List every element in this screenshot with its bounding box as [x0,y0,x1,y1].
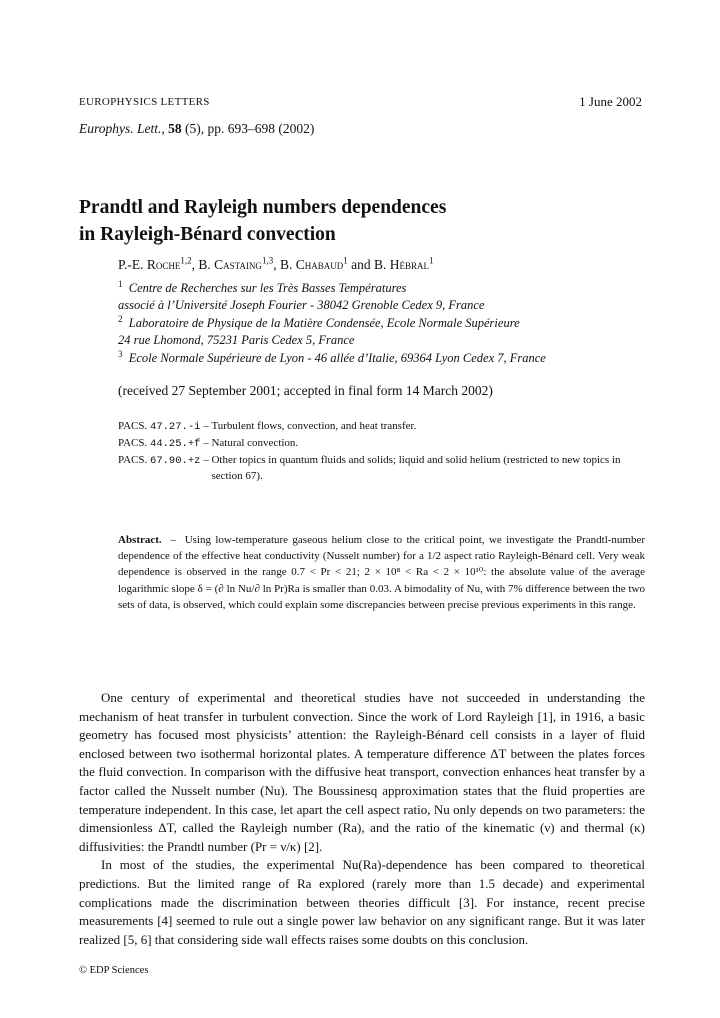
affiliation-number: 2 [118,313,123,324]
paragraph-2: In most of the studies, the experimental Nu(Ra)-dependence has been compared to theoretical predictions. But the limited range of Ra explored (rarely more than 1.5 decade) and experimental complications made the discrimination between theories difficult [3]. For instance, recent precise measurements [4] seemed to rule out a single power law behavior on any significant range. But it was later realized [5, 6] that considering side wall effects raises some doubts on this conclusion. [79,857,645,947]
paragraph-1: One century of experimental and theoretical studies have not succeeded in understanding the mechanism of heat transfer in turbulent convection. Since the work of Lord Rayleigh [1], in 1916, a basic geometry has focused most physicists’ attention: the Rayleigh-Bénard cell consists in a layer of fluid enclosed between two isothermal horizontal plates. A temperature difference ΔT between the plates forces the fluid convection. In comparison with the diffusive heat transport, convection enhances heat transfer by a factor called the Nusselt number (Nu). The Boussinesq approximation states that the fluid properties are temperature independent. In this case, let apart the cell aspect ratio, Nu only depends on two parameters: the dimensionless ΔT, called the Rayleigh number (Ra), and the ratio of the kinematic (ν) and thermal (κ) diffusivities: the Prandtl number (Pr = ν/κ) [2]. [79,690,645,854]
pacs-code: 44.25.+f [150,438,201,450]
pacs-item [118,418,648,435]
citation-rest: (5), pp. 693–698 (2002) [181,121,315,136]
affiliation-1 [118,280,546,297]
pacs-label: PACS. [118,437,151,449]
abstract-label: Abstract. [118,534,162,546]
affiliation-number: 3 [118,348,123,359]
affiliation-number: 1 [118,278,123,289]
pacs-prefix: PACS. 67.90.+z – [118,454,212,467]
affiliation-text: Ecole Normale Supérieure de Lyon - 46 allée d’Italie, 69364 Lyon Cedex 7, France [128,350,546,365]
pacs-prefix: PACS. 44.25.+f – [118,437,212,450]
author-name: B. Chabaud [279,257,344,272]
pacs-list [118,418,648,484]
copyright-notice: © EDP Sciences [79,965,149,976]
affiliation-1-address: associé à l’Université Joseph Fourier - 38042 Grenoble Cedex 9, France [118,298,485,313]
paper-title [79,194,659,248]
author-separator: and [347,257,374,272]
citation-journal: Europhys. Lett. [79,121,162,136]
author-affiliation: 1 [428,255,434,266]
journal-name: EUROPHYSICS LETTERS [79,96,210,108]
abstract: Abstract. – Using low-temperature gaseous helium close to the critical point, we investigate the Prandtl-number dependence of the effective heat conductivity (Nusselt number) for a 1/2 aspect ratio Rayleigh-Bénard cell. Very weak dependence is observed in the range 0.7 < Pr < 21; 2 × 10⁸ < Ra < 2 × 10¹⁰: the absolute value of the average logarithmic slope δ = (∂ ln Nu/∂ ln Pr)Ra is smaller than 0.03. A bimodality of Nu, with 7% difference between the two sets of data, is observed, which could explain some discrepancies between precise previous experiments in this range. [118,534,646,611]
title-line-2: in Rayleigh-Bénard convection [79,224,336,245]
author-affiliation: 1,2 [180,255,192,266]
title-line-1: Prandtl and Rayleigh numbers dependences [79,197,447,218]
pacs-code: 67.90.+z [150,455,201,467]
author-name: P.-E. Roche [118,257,181,272]
author-affiliation: 1 [343,255,348,266]
pacs-code: 47.27.-i [150,421,201,433]
pacs-description: Turbulent flows, convection, and heat transfer. [211,420,417,432]
pacs-label: PACS. [118,420,151,432]
affiliation-text: Centre de Recherches sur les Très Basses Températures [128,281,407,295]
received-dates: (received 27 September 2001; accepted in final form 14 March 2002) [118,383,493,398]
affiliations [118,280,546,367]
citation: Europhys. Lett., 58 (5), pp. 693–698 (2002) [79,121,315,136]
pacs-item [118,452,648,484]
author-name: B. Castaing [198,257,262,272]
author-affiliation: 1,3 [261,255,274,266]
pacs-label: PACS. [118,454,151,466]
issue-date: 1 June 2002 [579,94,642,109]
abstract-text: Using low-temperature gaseous helium close to the critical point, we investigate the Prandtl-number dependence of the effective heat conductivity (Nusselt number) for a 1/2 aspect ratio Rayleigh-Bénard cell. Very weak dependence is observed in the range 0.7 < Pr < 21; 2 × 10⁸ < Ra < 2 × 10¹⁰: the absolute value of the average logarithmic slope δ = (∂ ln Nu/∂ ln Pr)Ra is smaller than 0.03. A bimodality of Nu, with 7% difference between the two sets of data, is observed, which could explain some discrepancies between precise previous experiments in this range. [118,534,646,611]
body-text [79,689,645,949]
author-separator: , [191,257,199,272]
affiliation-2-address: 24 rue Lhomond, 75231 Paris Cedex 5, France [118,333,355,348]
affiliation-3 [118,350,546,367]
author-separator: , [273,257,280,272]
pacs-description: Natural convection. [211,437,299,449]
pacs-description: Other topics in quantum fluids and solids; liquid and solid helium (restricted to new topics in section 67). [211,454,621,482]
pacs-item [118,435,648,452]
affiliation-2 [118,315,546,332]
affiliation-text: Laboratoire de Physique de la Matière Condensée, Ecole Normale Supérieure [128,315,520,330]
citation-volume: 58 [168,121,182,136]
author-name: B. Hébral [373,257,429,272]
pacs-prefix: PACS. 47.27.-i – [118,420,212,433]
author-list [118,257,433,273]
